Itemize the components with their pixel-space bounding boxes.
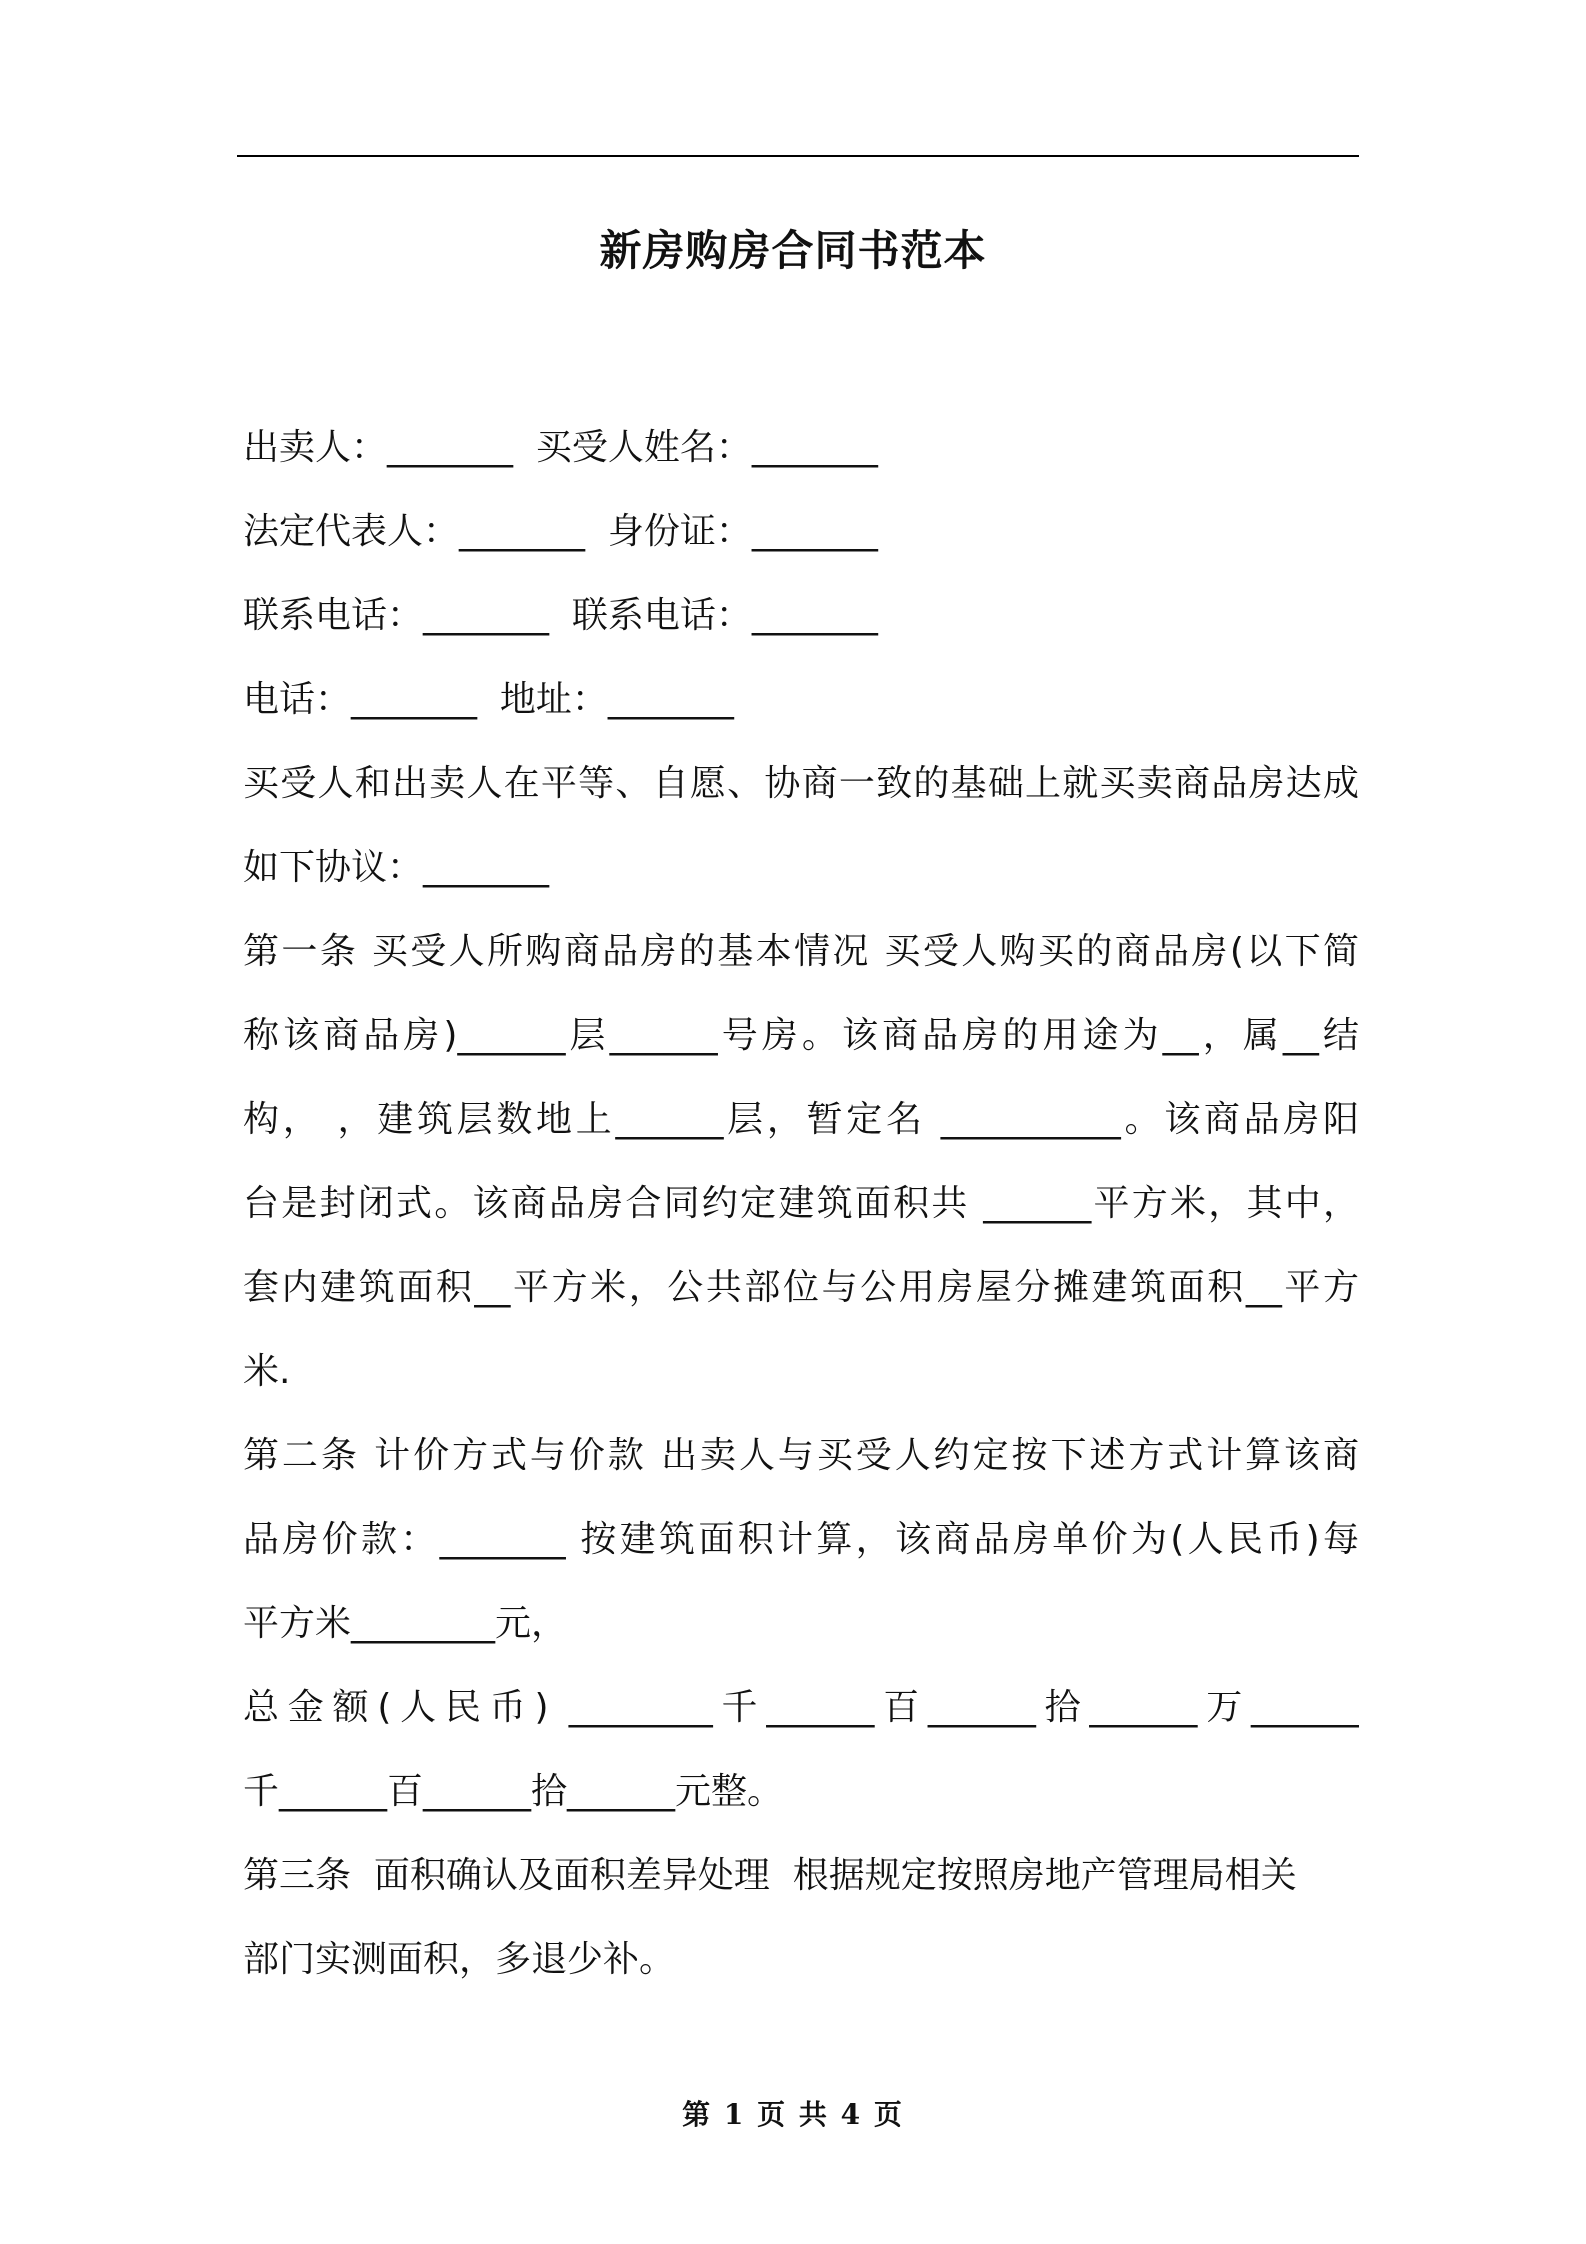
- article-3-line-1: 第三条 面积确认及面积差异处理 根据规定按照房地产管理局相关: [243, 1855, 1297, 1896]
- article-2-line-2: 品房价款：_______ 按建筑面积计算，该商品房单价为(人民币)每: [243, 1519, 1359, 1560]
- article-2-line-1: 第二条 计价方式与价款 出卖人与买受人约定按下述方式计算该商: [243, 1435, 1359, 1476]
- article-1-line-6: 米.: [243, 1351, 291, 1392]
- article-2-line-3: 平方米________元，: [243, 1603, 568, 1644]
- document-body: [243, 406, 1359, 2002]
- total-amount-line-2: 千______百______拾______元整。: [243, 1771, 784, 1812]
- document-title: 新房购房合同书范本: [599, 226, 987, 275]
- article-1-line-2: 称该商品房)______层______号房。该商品房的用途为__，属__结: [243, 1015, 1359, 1056]
- total-amount-line-1: 总金额(人民币) ________千______百______拾______万______: [243, 1687, 1359, 1728]
- contact-phone-line: 联系电话：_______ 联系电话：_______: [243, 595, 878, 636]
- preamble-line-2: 如下协议：_______: [243, 847, 550, 888]
- preamble-line-1: 买受人和出卖人在平等、自愿、协商一致的基础上就买卖商品房达成: [243, 763, 1359, 804]
- article-3-line-2: 部门实测面积，多退少补。: [243, 1939, 676, 1980]
- page-number-footer: 第 1 页 共 4 页: [682, 2098, 904, 2131]
- phone-address-line: 电话：_______ 地址：_______: [243, 679, 734, 720]
- representative-id-line: 法定代表人：_______ 身份证：_______: [243, 511, 878, 552]
- article-1-line-5: 套内建筑面积__平方米，公共部位与公用房屋分摊建筑面积__平方: [243, 1267, 1359, 1308]
- seller-buyer-name-line: 出卖人：_______ 买受人姓名：_______: [243, 427, 878, 468]
- article-1-line-4: 台是封闭式。该商品房合同约定建筑面积共 ______平方米，其中，: [243, 1183, 1359, 1224]
- header-rule: [237, 155, 1359, 157]
- article-1-line-1: 第一条 买受人所购商品房的基本情况 买受人购买的商品房(以下简: [243, 931, 1359, 972]
- article-1-line-3: 构， ，建筑层数地上______层，暂定名 __________。该商品房阳: [243, 1099, 1359, 1140]
